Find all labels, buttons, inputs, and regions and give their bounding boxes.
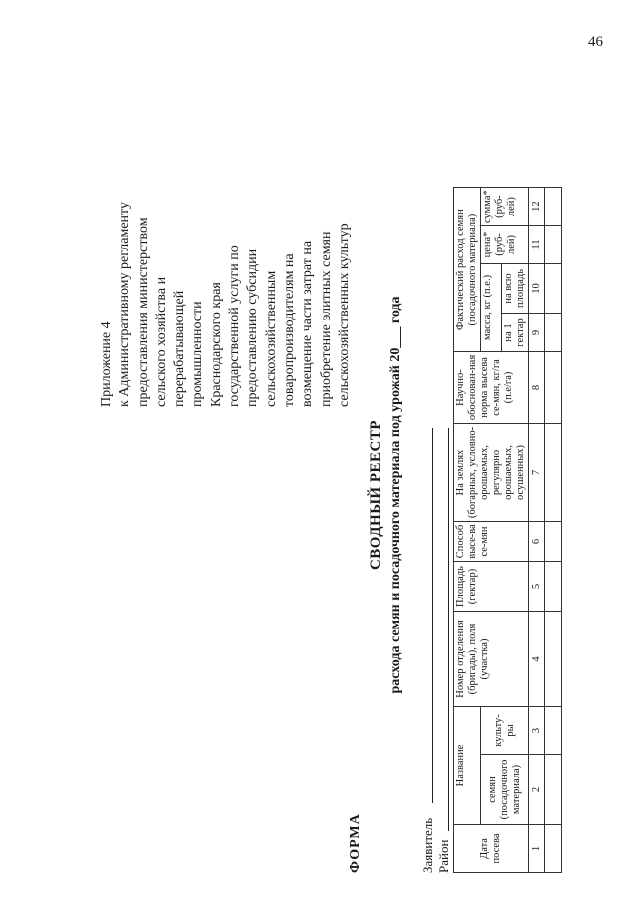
applicant-label: Заявитель (420, 817, 435, 873)
page-number: 46 (588, 34, 603, 50)
table-cell[interactable] (545, 188, 562, 226)
column-number: 4 (529, 612, 545, 707)
district-field (436, 840, 452, 873)
district-label: Район (436, 839, 451, 873)
header-crop: культу-ры (481, 707, 529, 755)
column-number: 7 (529, 424, 545, 522)
column-number: 6 (529, 522, 545, 562)
table-cell[interactable] (545, 825, 562, 873)
header-actual-group: Фактический расход семян (посадочного материала) (454, 188, 481, 352)
table-cell[interactable] (545, 226, 562, 264)
header-area: Площадь (гектар) (454, 562, 529, 612)
table-cell[interactable] (545, 755, 562, 825)
header-sum: сумма* (руб-лей) (481, 188, 529, 226)
registry-table (453, 187, 562, 873)
table-cell[interactable] (545, 264, 562, 314)
registry-table-wrap (453, 187, 562, 873)
applicant-input-line[interactable] (432, 428, 433, 803)
table-cell[interactable] (545, 707, 562, 755)
table-cell[interactable] (545, 562, 562, 612)
column-number-row (529, 188, 545, 873)
column-number: 10 (529, 264, 545, 314)
table-cell[interactable] (545, 522, 562, 562)
document-subtitle: расхода семян и посадочного материала под урожай 20___ года (388, 296, 403, 694)
table-cell[interactable] (545, 314, 562, 352)
appendix-body: к Административному регламенту предоставления министерством сельского хозяйства и перерабатывающей промышленности Краснодарского края государственной услуги по предоставлению субсидии сельскохозяйственным товаропроизводителям на возмещение части затрат на приобретение элитных семян сельскохозяйственных культур (117, 202, 352, 407)
header-lands: На землях (богарных, условно-орошаемых, регулярно орошаемых, осушенных) (454, 424, 529, 522)
appendix-title: Приложение 4 (99, 321, 114, 407)
header-date: Дата посева (454, 825, 529, 873)
document-title: СВОДНЫЙ РЕЕСТР (368, 419, 384, 571)
appendix-note (98, 77, 354, 407)
header-method: Способ высе-ва се-мян (454, 522, 529, 562)
table-cell[interactable] (545, 352, 562, 424)
header-norm: Научно-обоснован-ная норма высева се-мян, кг/га (п.е/га) (454, 352, 529, 424)
table-cell[interactable] (545, 424, 562, 522)
header-per-ha: на 1 гектар (502, 314, 529, 352)
header-mass-group: масса, кг (п.е.) (481, 264, 502, 352)
header-price: цена* (руб-лей) (481, 226, 529, 264)
applicant-field (420, 818, 436, 873)
column-number: 11 (529, 226, 545, 264)
table-row (545, 188, 562, 873)
column-number: 9 (529, 314, 545, 352)
header-total-area: на всю площадь (502, 264, 529, 314)
column-number: 2 (529, 755, 545, 825)
table-cell[interactable] (545, 612, 562, 707)
rotated-document (0, 25, 640, 895)
district-input-line[interactable] (448, 428, 449, 831)
form-label: ФОРМА (348, 813, 363, 873)
header-seeds: семян (посадочного материала) (481, 755, 529, 825)
column-number: 12 (529, 188, 545, 226)
header-name-group: Название (454, 707, 481, 825)
column-number: 5 (529, 562, 545, 612)
column-number: 8 (529, 352, 545, 424)
column-number: 3 (529, 707, 545, 755)
header-department: Номер отделения (бригады), поля (участка) (454, 612, 529, 707)
column-number: 1 (529, 825, 545, 873)
